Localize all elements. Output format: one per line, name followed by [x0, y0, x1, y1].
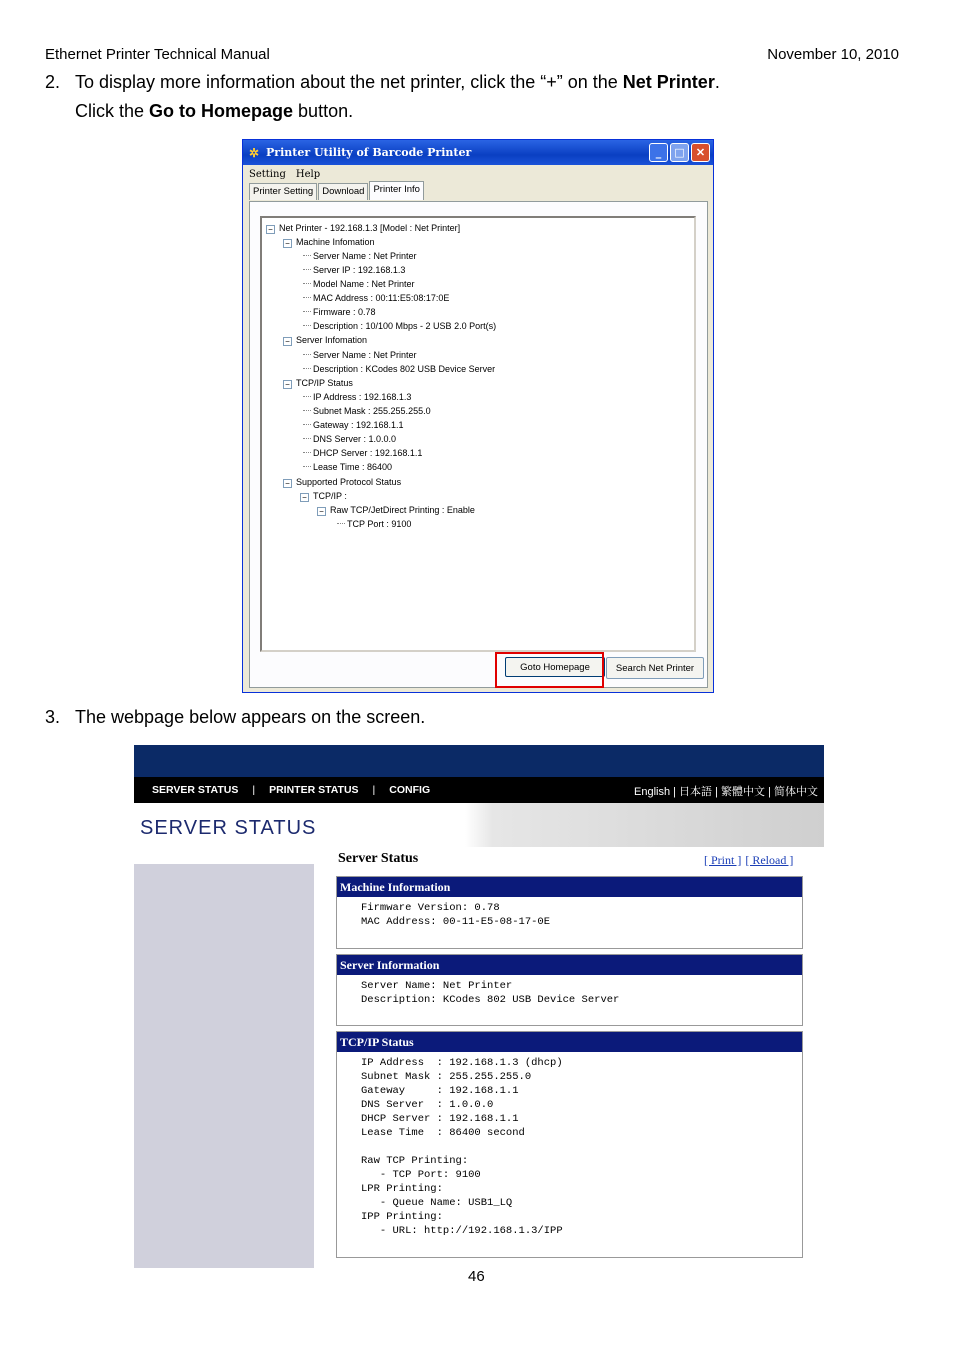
- step-number: 2.: [45, 72, 61, 92]
- tree-leaf[interactable]: [303, 447, 422, 459]
- minimize-icon[interactable]: _: [649, 143, 668, 162]
- nav-separator: |: [252, 784, 256, 796]
- tree-leaf[interactable]: [303, 363, 495, 375]
- tree-leaf[interactable]: [303, 419, 404, 431]
- tree-node-label: Server Name : Net Printer: [313, 350, 417, 360]
- step-text: Click the: [75, 101, 150, 121]
- collapse-icon[interactable]: −: [266, 225, 275, 234]
- tree-leaf[interactable]: [303, 433, 396, 445]
- document-header-title: Ethernet Printer Technical Manual: [45, 46, 270, 63]
- left-sidebar: [134, 864, 314, 1268]
- tree-node-label: Net Printer - 192.168.1.3 [Model : Net Printer]: [279, 223, 461, 233]
- window-titlebar: [243, 140, 713, 165]
- page-actions: [704, 853, 797, 868]
- tree-node-label: Server Infomation: [296, 335, 368, 345]
- app-icon: ✲: [248, 145, 260, 160]
- step-text: button.: [293, 101, 354, 121]
- step-text-bold: Go to Homepage: [149, 101, 294, 121]
- step-3: [45, 703, 425, 732]
- tree-leaf[interactable]: [303, 405, 431, 417]
- document-header-date: November 10, 2010: [767, 46, 899, 63]
- tree-leaf[interactable]: [303, 306, 376, 318]
- search-net-printer-button[interactable]: Search Net Printer: [606, 657, 704, 679]
- tree-leaf[interactable]: [303, 292, 449, 304]
- menu-help[interactable]: Help: [295, 168, 321, 180]
- printer-utility-window: [242, 139, 714, 693]
- nav-config[interactable]: CONFIG: [389, 784, 431, 796]
- tree-node-label: Model Name : Net Printer: [313, 279, 415, 289]
- server-status-webpage: [134, 745, 824, 1268]
- step-number: 3.: [45, 707, 61, 727]
- tree-leaf[interactable]: [303, 349, 417, 361]
- nav-separator: |: [372, 784, 376, 796]
- close-icon[interactable]: ✕: [691, 143, 710, 162]
- tree-node-label: DNS Server : 1.0.0.0: [313, 434, 397, 444]
- tree-node-label: Machine Infomation: [296, 237, 375, 247]
- tab-printer-info[interactable]: Printer Info: [369, 181, 423, 200]
- tree-leaf[interactable]: [303, 461, 392, 473]
- tree-leaf[interactable]: [337, 518, 411, 530]
- printer-info-panel: [249, 201, 708, 688]
- collapse-icon[interactable]: −: [283, 380, 292, 389]
- collapse-icon[interactable]: −: [283, 337, 292, 346]
- tab-download[interactable]: Download: [318, 183, 368, 200]
- goto-homepage-button[interactable]: Goto Homepage: [505, 657, 605, 677]
- banner-title: SERVER STATUS: [140, 817, 317, 839]
- window-title: Printer Utility of Barcode Printer: [266, 146, 472, 159]
- step-2: [45, 68, 720, 126]
- menu-bar: [243, 165, 713, 183]
- section-body: IP Address : 192.168.1.3 (dhcp) Subnet Mask : 255.255.255.0 Gateway : 192.168.1.1 DNS Server : 1.0.0.0 DHCP Server : 192.168.1.1 Lease Time : 86400 second Raw TCP Printing: - TCP Port: 9100 LPR Printing: - Queue Name: USB1_LQ IPP Printing: - URL: http://192.168.1.3/IPP: [361, 1057, 563, 1237]
- collapse-icon[interactable]: −: [300, 493, 309, 502]
- tree-node-label: Raw TCP/JetDirect Printing : Enable: [330, 505, 475, 515]
- nav-server-status[interactable]: SERVER STATUS: [152, 784, 239, 796]
- highlight-box: [495, 652, 604, 688]
- tree-leaf[interactable]: [303, 250, 417, 262]
- tree-node-label: Lease Time : 86400: [313, 462, 393, 472]
- machine-information-section: [336, 876, 803, 949]
- tree-node-label: TCP/IP Status: [296, 378, 353, 388]
- page-title: Server Status: [338, 851, 419, 866]
- tree-node-label: Server Name : Net Printer: [313, 251, 417, 261]
- collapse-icon[interactable]: −: [283, 479, 292, 488]
- tree-node[interactable]: [283, 377, 353, 389]
- tree-leaf[interactable]: [303, 320, 496, 332]
- tree-leaf[interactable]: [303, 391, 411, 403]
- section-header: Machine Information: [337, 877, 802, 897]
- page-number: 46: [468, 1268, 485, 1285]
- tree-node-label: Firmware : 0.78: [313, 307, 376, 317]
- tree-node-label: MAC Address : 00:11:E5:08:17:0E: [313, 293, 450, 303]
- tree-node-label: Subnet Mask : 255.255.255.0: [313, 406, 431, 416]
- tree-node-label: IP Address : 192.168.1.3: [313, 392, 412, 402]
- step-text: The webpage below appears on the screen.: [75, 707, 426, 727]
- tree-node-label: Description : 10/100 Mbps - 2 USB 2.0 Port(s): [313, 321, 497, 331]
- step-text: .: [714, 72, 720, 92]
- language-selector[interactable]: English | 日本語 | 繁體中文 | 简体中文: [634, 786, 818, 798]
- tree-node-label: TCP Port : 9100: [347, 519, 412, 529]
- print-link[interactable]: [ Print ]: [704, 853, 742, 867]
- printer-tree-view[interactable]: [260, 216, 696, 652]
- tree-node-label: DHCP Server : 192.168.1.1: [313, 448, 423, 458]
- tree-leaf[interactable]: [303, 278, 415, 290]
- section-header: Server Information: [337, 955, 802, 975]
- step-text-bold: Net Printer: [622, 72, 715, 92]
- top-band: [134, 745, 824, 777]
- tree-node-label: Supported Protocol Status: [296, 477, 402, 487]
- step-text: To display more information about the net printer, click the “+” on the: [75, 72, 623, 92]
- collapse-icon[interactable]: −: [283, 239, 292, 248]
- section-header: TCP/IP Status: [337, 1032, 802, 1052]
- tab-strip: [249, 183, 425, 200]
- tcpip-status-section: [336, 1031, 803, 1258]
- tree-node[interactable]: [283, 476, 401, 488]
- tree-node-label: Server IP : 192.168.1.3: [313, 265, 406, 275]
- maximize-icon[interactable]: □: [670, 143, 689, 162]
- menu-setting[interactable]: Setting: [249, 168, 286, 180]
- tab-printer-setting[interactable]: Printer Setting: [249, 183, 317, 200]
- section-body: Firmware Version: 0.78 MAC Address: 00-11-E5-08-17-0E: [361, 902, 551, 928]
- collapse-icon[interactable]: −: [317, 507, 326, 516]
- nav-printer-status[interactable]: PRINTER STATUS: [269, 784, 359, 796]
- tree-node[interactable]: [317, 504, 475, 516]
- tree-node-label: Description : KCodes 802 USB Device Server: [313, 364, 496, 374]
- tree-node-label: Gateway : 192.168.1.1: [313, 420, 404, 430]
- tree-node[interactable]: [266, 222, 460, 234]
- tree-node[interactable]: [283, 334, 367, 346]
- server-information-section: [336, 954, 803, 1026]
- section-body: Server Name: Net Printer Description: KCodes 802 USB Device Server: [361, 980, 620, 1006]
- tree-node[interactable]: [300, 490, 347, 502]
- tree-node[interactable]: [283, 236, 375, 248]
- tree-node-label: TCP/IP :: [313, 491, 347, 501]
- reload-link[interactable]: [ Reload ]: [745, 853, 794, 867]
- tree-leaf[interactable]: [303, 264, 405, 276]
